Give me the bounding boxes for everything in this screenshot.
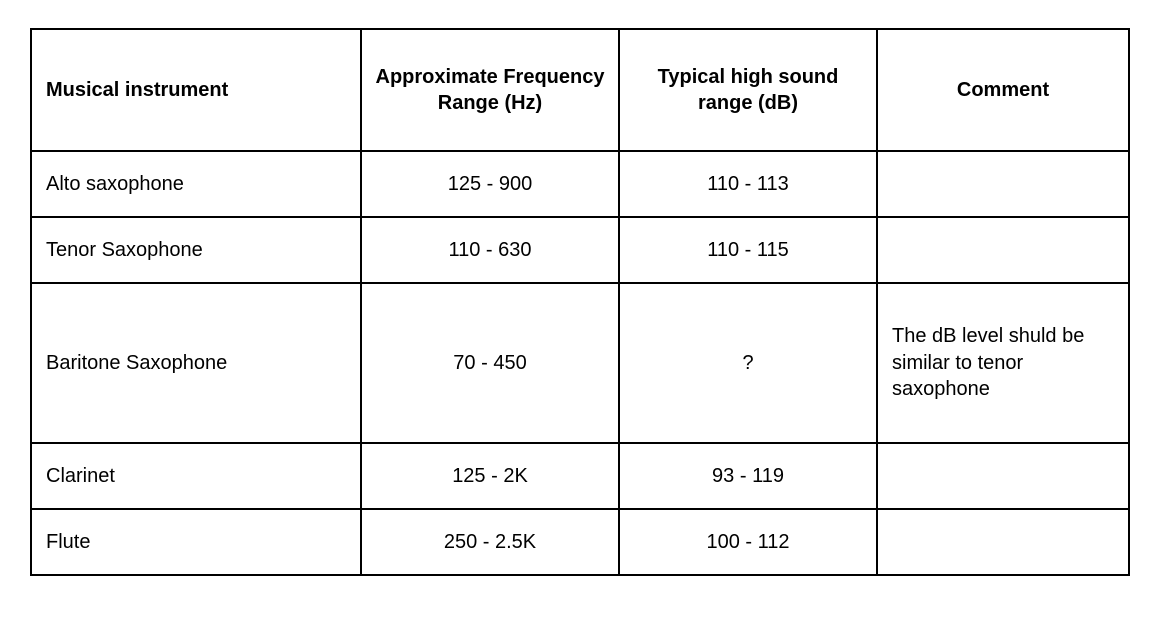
cell-frequency-range: 110 - 630: [361, 217, 619, 283]
column-header-frequency-range: Approximate Frequency Range (Hz): [361, 29, 619, 151]
cell-sound-range: 93 - 119: [619, 443, 877, 509]
table-row: [31, 509, 1129, 575]
cell-comment: [877, 151, 1129, 217]
column-header-instrument: Musical instrument: [31, 29, 361, 151]
cell-comment: [877, 217, 1129, 283]
table-header-row: [31, 29, 1129, 151]
cell-frequency-range: 125 - 2K: [361, 443, 619, 509]
cell-frequency-range: 125 - 900: [361, 151, 619, 217]
cell-sound-range: 110 - 113: [619, 151, 877, 217]
cell-comment: [877, 509, 1129, 575]
column-header-comment: Comment: [877, 29, 1129, 151]
comment-text: The dB level shuld be similar to tenor saxophone: [892, 325, 1085, 401]
cell-instrument: Tenor Saxophone: [31, 217, 361, 283]
cell-sound-range: 110 - 115: [619, 217, 877, 283]
cell-comment: [877, 443, 1129, 509]
cell-frequency-range: 250 - 2.5K: [361, 509, 619, 575]
cell-sound-range: ?: [619, 283, 877, 443]
instrument-table: [30, 28, 1130, 576]
table-row: [31, 217, 1129, 283]
column-header-sound-range: Typical high sound range (dB): [619, 29, 877, 151]
table-header: [31, 29, 1129, 151]
table-row: [31, 283, 1129, 443]
cell-instrument: Baritone Saxophone: [31, 283, 361, 443]
table-row: [31, 151, 1129, 217]
table-row: [31, 443, 1129, 509]
cell-instrument: Alto saxophone: [31, 151, 361, 217]
cell-sound-range: 100 - 112: [619, 509, 877, 575]
cell-comment: [877, 283, 1129, 443]
cell-instrument: Flute: [31, 509, 361, 575]
table-body: [31, 151, 1129, 575]
cell-frequency-range: 70 - 450: [361, 283, 619, 443]
cell-instrument: Clarinet: [31, 443, 361, 509]
